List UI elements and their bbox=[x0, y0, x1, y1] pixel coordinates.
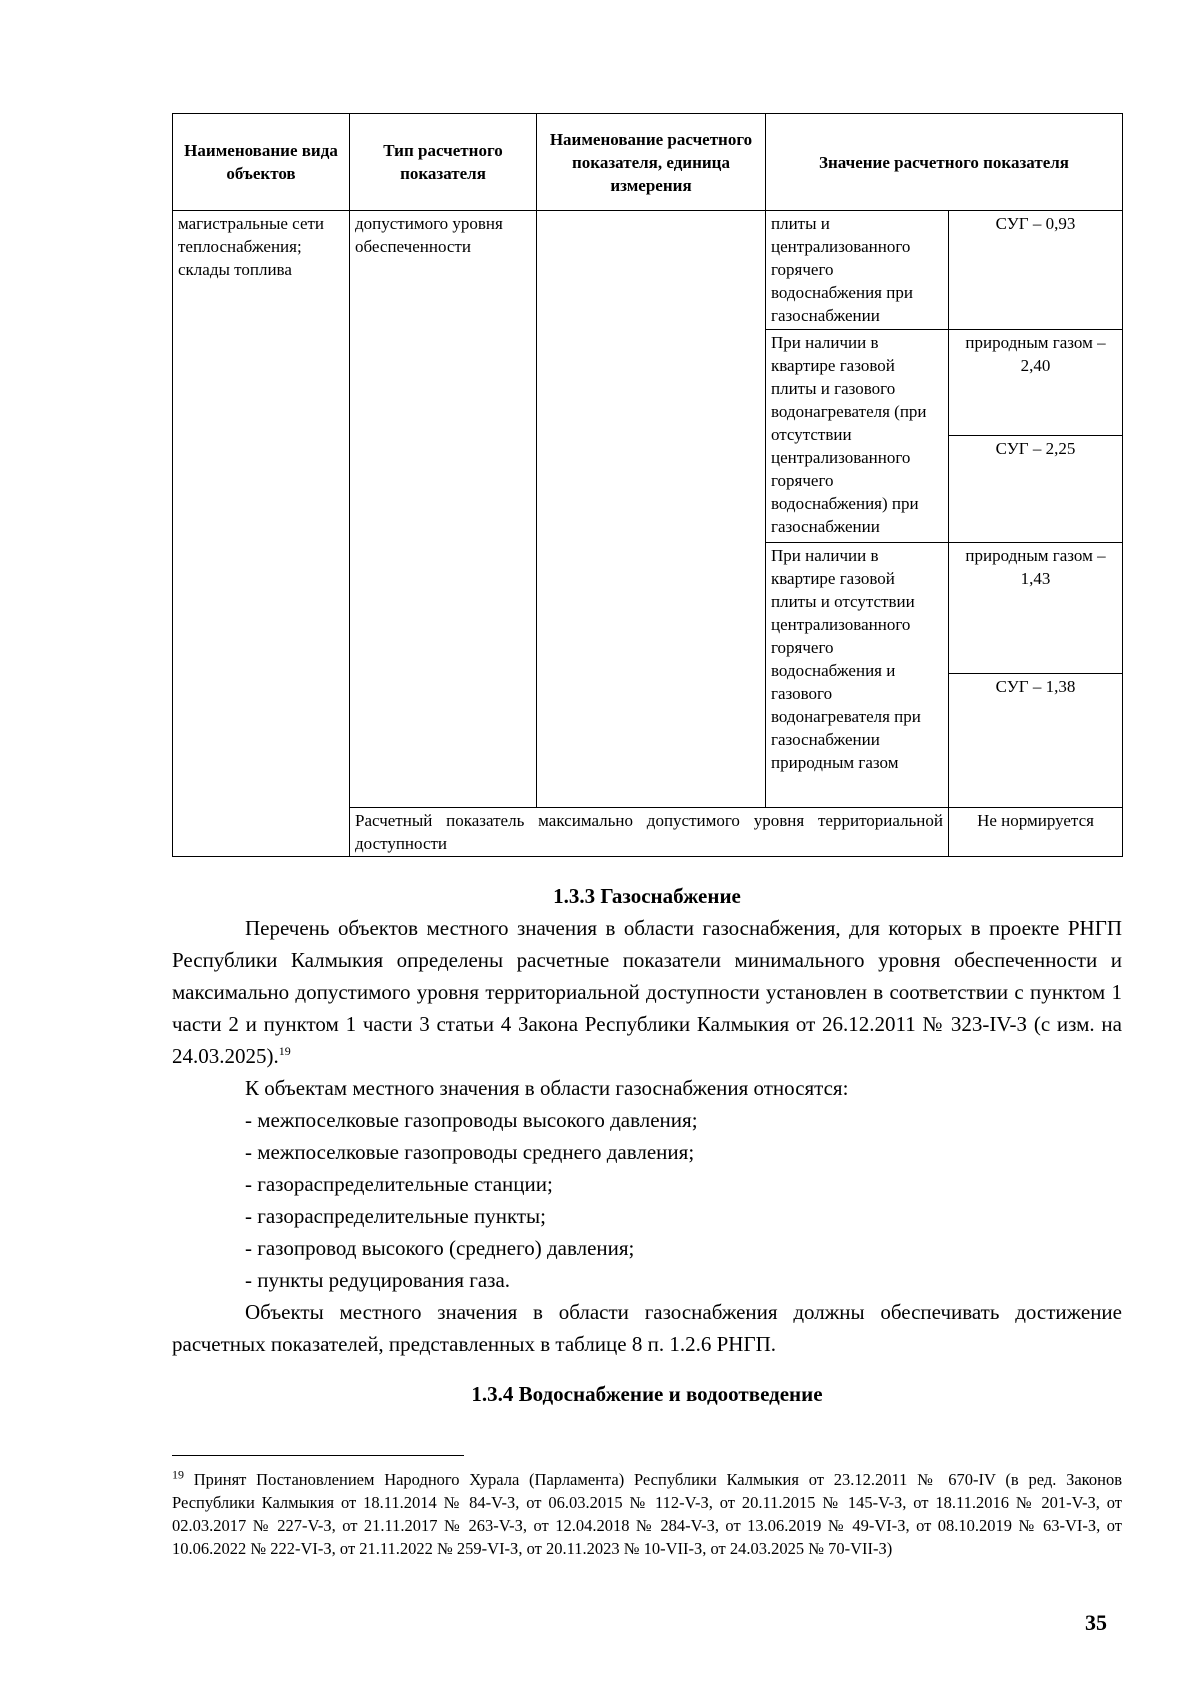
footnote-number: 19 bbox=[172, 1467, 184, 1482]
condition-cell: плиты и централизованного горячего водоснабжения при газоснабжении bbox=[766, 211, 949, 330]
footnote-ref[interactable]: 19 bbox=[278, 1044, 291, 1058]
value-cell: СУГ – 2,25 bbox=[949, 436, 1123, 543]
footnote bbox=[172, 1468, 1122, 1560]
table-header-row bbox=[173, 114, 1123, 211]
object-type-cell: магистральные сети теплоснабжения; склады топлива bbox=[173, 211, 350, 857]
indicator-type-cell: допустимого уровня обеспеченности bbox=[350, 211, 537, 808]
section-title: 1.3.3 Газоснабжение bbox=[553, 884, 741, 908]
access-value-cell: Не нормируется bbox=[949, 808, 1123, 857]
condition-cell: При наличии в квартире газовой плиты и отсутствии централизованного горячего водоснабжения и газового водонагревателя при газоснабжении природным газом bbox=[766, 543, 949, 808]
page-number: 35 bbox=[1085, 1610, 1107, 1635]
value-cell: природным газом – 1,43 bbox=[949, 543, 1123, 674]
list-item: - газораспределительные станции; bbox=[245, 1172, 553, 1196]
list-item: - межпоселковые газопроводы высокого давления; bbox=[245, 1108, 698, 1132]
paragraph-text: Перечень объектов местного значения в области газоснабжения, для которых в проекте РНГП Республики Калмыкия определены расчетные показатели минимального уровня обеспеченности и максимально допустимого уровня территориальной доступности установлен в соответствии с пунктом 1 части 2 и пунктом 1 части 3 статьи 4 Закона Республики Калмыкия от 26.12.2011 № 323-IV-З (с изм. на 24.03.2025). bbox=[172, 916, 1122, 1068]
footnote-separator bbox=[172, 1455, 464, 1456]
header-indicator-name: Наименование расчетного показателя, единица измерения bbox=[537, 114, 766, 211]
header-indicator-type: Тип расчетного показателя bbox=[350, 114, 537, 211]
value-cell: природным газом – 2,40 bbox=[949, 330, 1123, 436]
value-cell: СУГ – 1,38 bbox=[949, 674, 1123, 808]
header-object-type: Наименование вида объектов bbox=[173, 114, 350, 211]
header-indicator-value: Значение расчетного показателя bbox=[766, 114, 1123, 211]
list-item: - газораспределительные пункты; bbox=[245, 1204, 546, 1228]
table-row bbox=[173, 211, 1123, 330]
section-gas-supply bbox=[172, 880, 1122, 1410]
list-item: - межпоселковые газопроводы среднего давления; bbox=[245, 1140, 695, 1164]
access-label-cell: Расчетный показатель максимально допустимого уровня территориальной доступности bbox=[350, 808, 949, 857]
paragraph: Объекты местного значения в области газоснабжения должны обеспечивать достижение расчетных показателей, представленных в таблице 8 п. 1.2.6 РНГП. bbox=[172, 1300, 1122, 1356]
indicator-name-cell bbox=[537, 211, 766, 808]
indicators-table bbox=[172, 113, 1123, 857]
footnote-text: Принят Постановлением Народного Хурала (Парламента) Республики Калмыкия от 23.12.2011 № 670-IV (в ред. Законов Республики Калмыкия от 18.11.2014 № 84-V-З, от 06.03.2015 № 112-V-З, от 20.11.2015 № 145-V-З, от 18.11.2016 № 201-V-З, от 02.03.2017 № 227-V-З, от 21.11.2017 № 263-V-З, от 12.04.2018 № 284-V-З, от 13.06.2019 № 49-VI-З, от 08.10.2019 № 63-VI-З, от 10.06.2022 № 222-VI-З, от 21.11.2022 № 259-VI-З, от 20.11.2023 № 10-VII-З, от 24.03.2025 № 70-VII-З) bbox=[172, 1470, 1122, 1558]
paragraph: К объектам местного значения в области газоснабжения относятся: bbox=[245, 1076, 849, 1100]
value-cell: СУГ – 0,93 bbox=[949, 211, 1123, 330]
list-item: - пункты редуцирования газа. bbox=[245, 1268, 511, 1292]
condition-cell: При наличии в квартире газовой плиты и газового водонагревателя (при отсутствии централизованного горячего водоснабжения) при газоснабжении bbox=[766, 330, 949, 543]
list-item: - газопровод высокого (среднего) давления; bbox=[245, 1236, 635, 1260]
section-title: 1.3.4 Водоснабжение и водоотведение bbox=[471, 1382, 823, 1406]
paragraph bbox=[172, 912, 1122, 1072]
